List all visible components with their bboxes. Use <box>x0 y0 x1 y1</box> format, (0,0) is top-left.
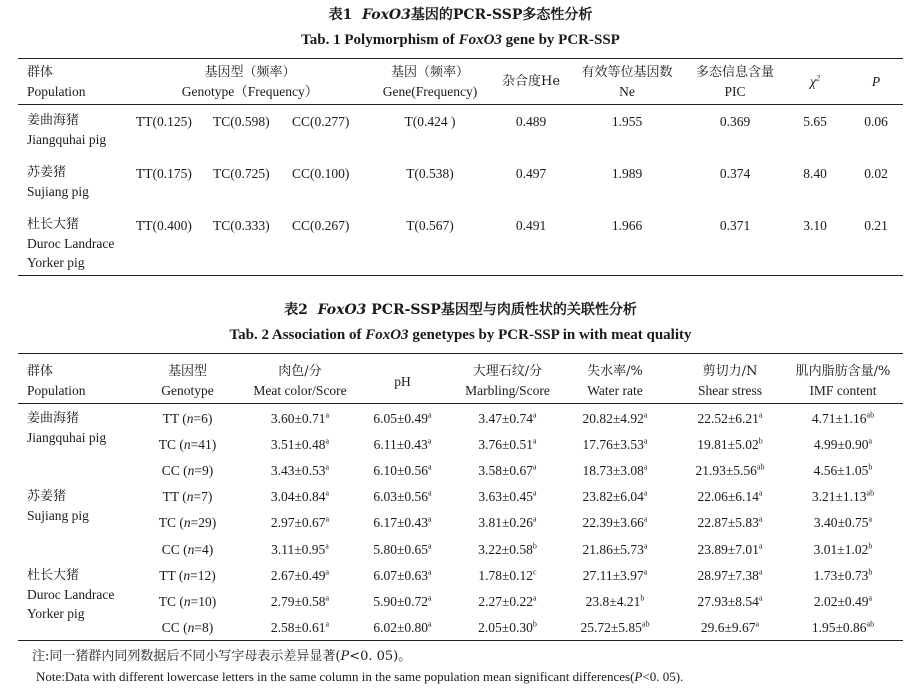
t1-header-population-cn: 群体 <box>27 65 54 80</box>
table2-caption-cn: 表2 FoxO3 PCR-SSP基因型与肉质性状的关联性分析 <box>284 302 637 318</box>
table2-header-rule <box>18 403 903 404</box>
t2-population-en: Sujiang pig <box>27 508 89 524</box>
t2-population-cn: 姜曲海猪 <box>27 411 80 426</box>
t2-genotype: CC (n=8) <box>161 619 214 635</box>
t1-population-cn: 杜长大猪 <box>27 217 80 232</box>
t1-header-genotype-cn: 基因型（频率） <box>204 65 296 80</box>
t1-population-en-2: Yorker pig <box>27 255 85 270</box>
t2-marbling: 3.63±0.45$^a$ <box>478 488 537 505</box>
t2-header-shear-cn: 剪切力/N <box>702 364 758 379</box>
t2-header-genotype-cn: 基因型 <box>167 364 207 379</box>
t1-header-p: P <box>871 74 881 89</box>
t2-marbling: 3.47±0.74$^a$ <box>478 410 537 426</box>
t2-marbling: 3.76±0.51$^a$ <box>478 436 537 453</box>
t2-meat-color: 3.11±0.95$^a$ <box>271 541 329 557</box>
t1-header-gene-en: Gene(Frequency) <box>382 84 478 99</box>
t1-header-ne-en: Ne <box>619 84 635 99</box>
t2-marbling: 3.58±0.67$^a$ <box>478 462 537 479</box>
t2-shear-stress: 27.93±8.54$^a$ <box>697 593 763 609</box>
table2-bottom-rule <box>18 640 903 641</box>
t1-header-pic-en: PIC <box>724 84 746 99</box>
t2-shear-stress: 21.93±5.56$^{ab}$ <box>695 462 765 479</box>
t2-header-marbling-en: Marbling/Score <box>465 383 550 398</box>
t2-marbling: 3.81±0.26$^a$ <box>478 514 537 531</box>
t2-population-cn: 苏姜猪 <box>27 489 67 505</box>
table1-header-rule <box>18 104 903 105</box>
t1-p-value: 0.02 <box>864 166 888 181</box>
t2-meat-color: 2.79±0.58$^a$ <box>270 593 330 609</box>
t2-population-cn: 杜长大猪 <box>27 567 80 583</box>
t1-header-ne-cn: 有效等位基因数 <box>581 65 673 80</box>
t1-genotype-tc: TC(0.598) <box>213 114 270 129</box>
t2-ph: 5.90±0.72$^a$ <box>373 593 432 609</box>
t1-genotype-tc: TC(0.725) <box>213 166 270 181</box>
t2-header-imf-en: IMF content <box>809 383 877 398</box>
t1-population-en: Sujiang pig <box>27 184 89 199</box>
t2-header-color-cn: 肉色/分 <box>278 364 322 379</box>
t2-meat-color: 2.58±0.61$^a$ <box>270 619 330 635</box>
t2-ph: 6.07±0.63$^a$ <box>373 567 432 583</box>
t2-genotype: CC (n=9) <box>161 463 214 479</box>
t2-genotype: TC (n=41) <box>158 437 217 453</box>
t2-meat-color: 3.43±0.53$^a$ <box>270 462 330 479</box>
t2-header-water-en: Water rate <box>587 383 643 398</box>
t2-shear-stress: 19.81±5.02$^b$ <box>697 436 763 453</box>
t1-header-pic-cn: 多态信息含量 <box>695 65 774 80</box>
t2-shear-stress: 29.6±9.67$^a$ <box>700 619 760 635</box>
t2-marbling: 2.27±0.22$^a$ <box>478 593 537 609</box>
t2-ph: 6.10±0.56$^a$ <box>373 462 432 479</box>
t1-population-cn: 苏姜猪 <box>27 165 67 180</box>
note-cn: 注:同一猪群内同列数据后不同小写字母表示差异显著(P<0. 05)。 <box>32 649 412 664</box>
t1-he: 0.491 <box>515 218 547 233</box>
t2-marbling: 3.22±0.58$^b$ <box>478 541 537 557</box>
t2-genotype: TC (n=10) <box>158 593 217 609</box>
t2-header-water-cn: 失水率/% <box>587 364 643 379</box>
t2-genotype: TC (n=29) <box>158 515 217 531</box>
table1-caption-en: Tab. 1 Polymorphism of FoxO3 gene by PCR-SSP <box>301 32 620 48</box>
t2-imf-content: 4.99±0.90$^a$ <box>813 436 873 453</box>
t2-header-imf-cn: 肌内脂肪含量/% <box>795 364 891 379</box>
t2-water-rate: 27.11±3.97$^a$ <box>582 567 648 583</box>
t1-ne: 1.966 <box>611 218 643 233</box>
table2-top-rule <box>18 353 903 354</box>
t2-shear-stress: 22.87±5.83$^a$ <box>697 514 763 531</box>
t1-genotype-tt: TT(0.125) <box>136 114 192 129</box>
t2-imf-content: 3.01±1.02$^b$ <box>813 541 873 557</box>
t1-pic: 0.369 <box>719 114 751 129</box>
t2-water-rate: 23.8±4.21$^b$ <box>585 593 645 609</box>
t2-imf-content: 1.73±0.73$^b$ <box>813 567 873 583</box>
t2-header-population-cn: 群体 <box>27 364 54 379</box>
t2-shear-stress: 28.97±7.38$^a$ <box>697 567 763 583</box>
t2-header-color-en: Meat color/Score <box>253 383 347 398</box>
t2-population-en-2: Yorker pig <box>27 605 85 621</box>
t2-meat-color: 3.04±0.84$^a$ <box>270 488 330 505</box>
t2-header-ph: pH <box>394 374 411 389</box>
t1-genotype-tt: TT(0.175) <box>136 166 192 181</box>
t2-water-rate: 23.82±6.04$^a$ <box>582 488 648 505</box>
t1-header-genotype-en: Genotype（Frequency） <box>181 84 319 99</box>
t1-p-value: 0.06 <box>864 114 888 129</box>
t2-marbling: 2.05±0.30$^b$ <box>478 619 537 635</box>
t1-genotype-cc: CC(0.267) <box>292 218 350 233</box>
t2-imf-content: 4.56±1.05$^b$ <box>813 462 873 479</box>
t1-ne: 1.989 <box>611 166 643 181</box>
t1-header-population-en: Population <box>27 84 86 99</box>
t1-gene-frequency: T(0.567) <box>406 218 454 233</box>
t1-chi-square: 5.65 <box>803 114 827 129</box>
note-en: Note:Data with different lowercase letters in the same column in the same population mean significant differences(P<0. 05). <box>36 669 684 684</box>
t2-ph: 6.03±0.56$^a$ <box>373 488 432 505</box>
t2-meat-color: 2.97±0.67$^a$ <box>270 514 330 531</box>
table1-caption-cn: 表1 FoxO3基因的PCR-SSP多态性分析 <box>328 7 593 23</box>
t1-genotype-tc: TC(0.333) <box>213 218 270 233</box>
t2-shear-stress: 22.52±6.21$^a$ <box>697 410 763 426</box>
t1-gene-frequency: T(0.538) <box>406 166 454 181</box>
t1-genotype-tt: TT(0.400) <box>136 218 192 233</box>
t1-he: 0.489 <box>515 114 547 129</box>
t2-header-shear-en: Shear stress <box>697 383 763 398</box>
t2-meat-color: 3.51±0.48$^a$ <box>270 436 330 453</box>
table2-caption-en: Tab. 2 Association of FoxO3 genetypes by PCR-SSP in with meat quality <box>229 327 692 343</box>
t2-shear-stress: 22.06±6.14$^a$ <box>697 488 763 505</box>
t2-imf-content: 4.71±1.16$^{ab}$ <box>811 410 875 426</box>
t1-header-he: 杂合度He <box>501 74 561 89</box>
t2-genotype: TT (n=7) <box>162 489 213 505</box>
t2-water-rate: 25.72±5.85$^{ab}$ <box>580 619 650 635</box>
t2-water-rate: 17.76±3.53$^a$ <box>582 436 648 453</box>
t1-population-cn: 姜曲海猪 <box>27 113 80 128</box>
t2-imf-content: 1.95±0.86$^{ab}$ <box>811 619 875 635</box>
t2-imf-content: 2.02±0.49$^a$ <box>813 593 873 609</box>
t2-header-population-en: Population <box>27 383 86 398</box>
t2-genotype: TT (n=6) <box>162 411 213 426</box>
t1-gene-frequency: T(0.424 ) <box>404 114 456 129</box>
t1-chi-square: 3.10 <box>803 218 827 233</box>
t2-population-en: Jiangquhai pig <box>27 430 107 445</box>
t2-ph: 5.80±0.65$^a$ <box>373 541 432 557</box>
t1-he: 0.497 <box>515 166 547 181</box>
t1-header-chi: $\chi^2$ <box>810 73 820 89</box>
t2-ph: 6.11±0.43$^a$ <box>373 436 432 453</box>
t2-genotype: TT (n=12) <box>159 567 216 583</box>
t1-chi-square: 8.40 <box>803 166 827 181</box>
t2-imf-content: 3.21±1.13$^{ab}$ <box>811 488 875 505</box>
t1-genotype-cc: CC(0.277) <box>292 114 350 129</box>
t2-ph: 6.17±0.43$^a$ <box>373 514 432 531</box>
t2-ph: 6.05±0.49$^a$ <box>373 410 432 426</box>
t2-header-marbling-cn: 大理石纹/分 <box>472 364 543 379</box>
t2-water-rate: 18.73±3.08$^a$ <box>582 462 648 479</box>
table1-top-rule <box>18 58 903 59</box>
t2-meat-color: 2.67±0.49$^a$ <box>270 567 330 583</box>
t2-header-genotype-en: Genotype <box>161 383 214 398</box>
t2-ph: 6.02±0.80$^a$ <box>373 619 432 635</box>
t1-p-value: 0.21 <box>864 218 888 233</box>
t2-imf-content: 3.40±0.75$^a$ <box>813 514 873 531</box>
t2-water-rate: 20.82±4.92$^a$ <box>582 410 648 426</box>
table1-bottom-rule <box>18 275 903 276</box>
t2-marbling: 1.78±0.12$^c$ <box>478 567 537 583</box>
t1-header-gene-cn: 基因（频率） <box>390 65 469 80</box>
t2-meat-color: 3.60±0.71$^a$ <box>270 410 330 426</box>
t2-water-rate: 22.39±3.66$^a$ <box>582 514 648 531</box>
t1-pic: 0.371 <box>719 218 751 233</box>
t1-pic: 0.374 <box>719 166 751 181</box>
t2-water-rate: 21.86±5.73$^a$ <box>582 541 648 557</box>
t1-genotype-cc: CC(0.100) <box>292 166 350 181</box>
t2-population-en: Duroc Landrace <box>27 586 115 602</box>
t1-population-en: Duroc Landrace <box>27 236 115 251</box>
t2-genotype: CC (n=4) <box>161 541 214 557</box>
t1-ne: 1.955 <box>611 114 643 129</box>
t1-population-en: Jiangquhai pig <box>27 132 107 147</box>
t2-shear-stress: 23.89±7.01$^a$ <box>697 541 763 557</box>
